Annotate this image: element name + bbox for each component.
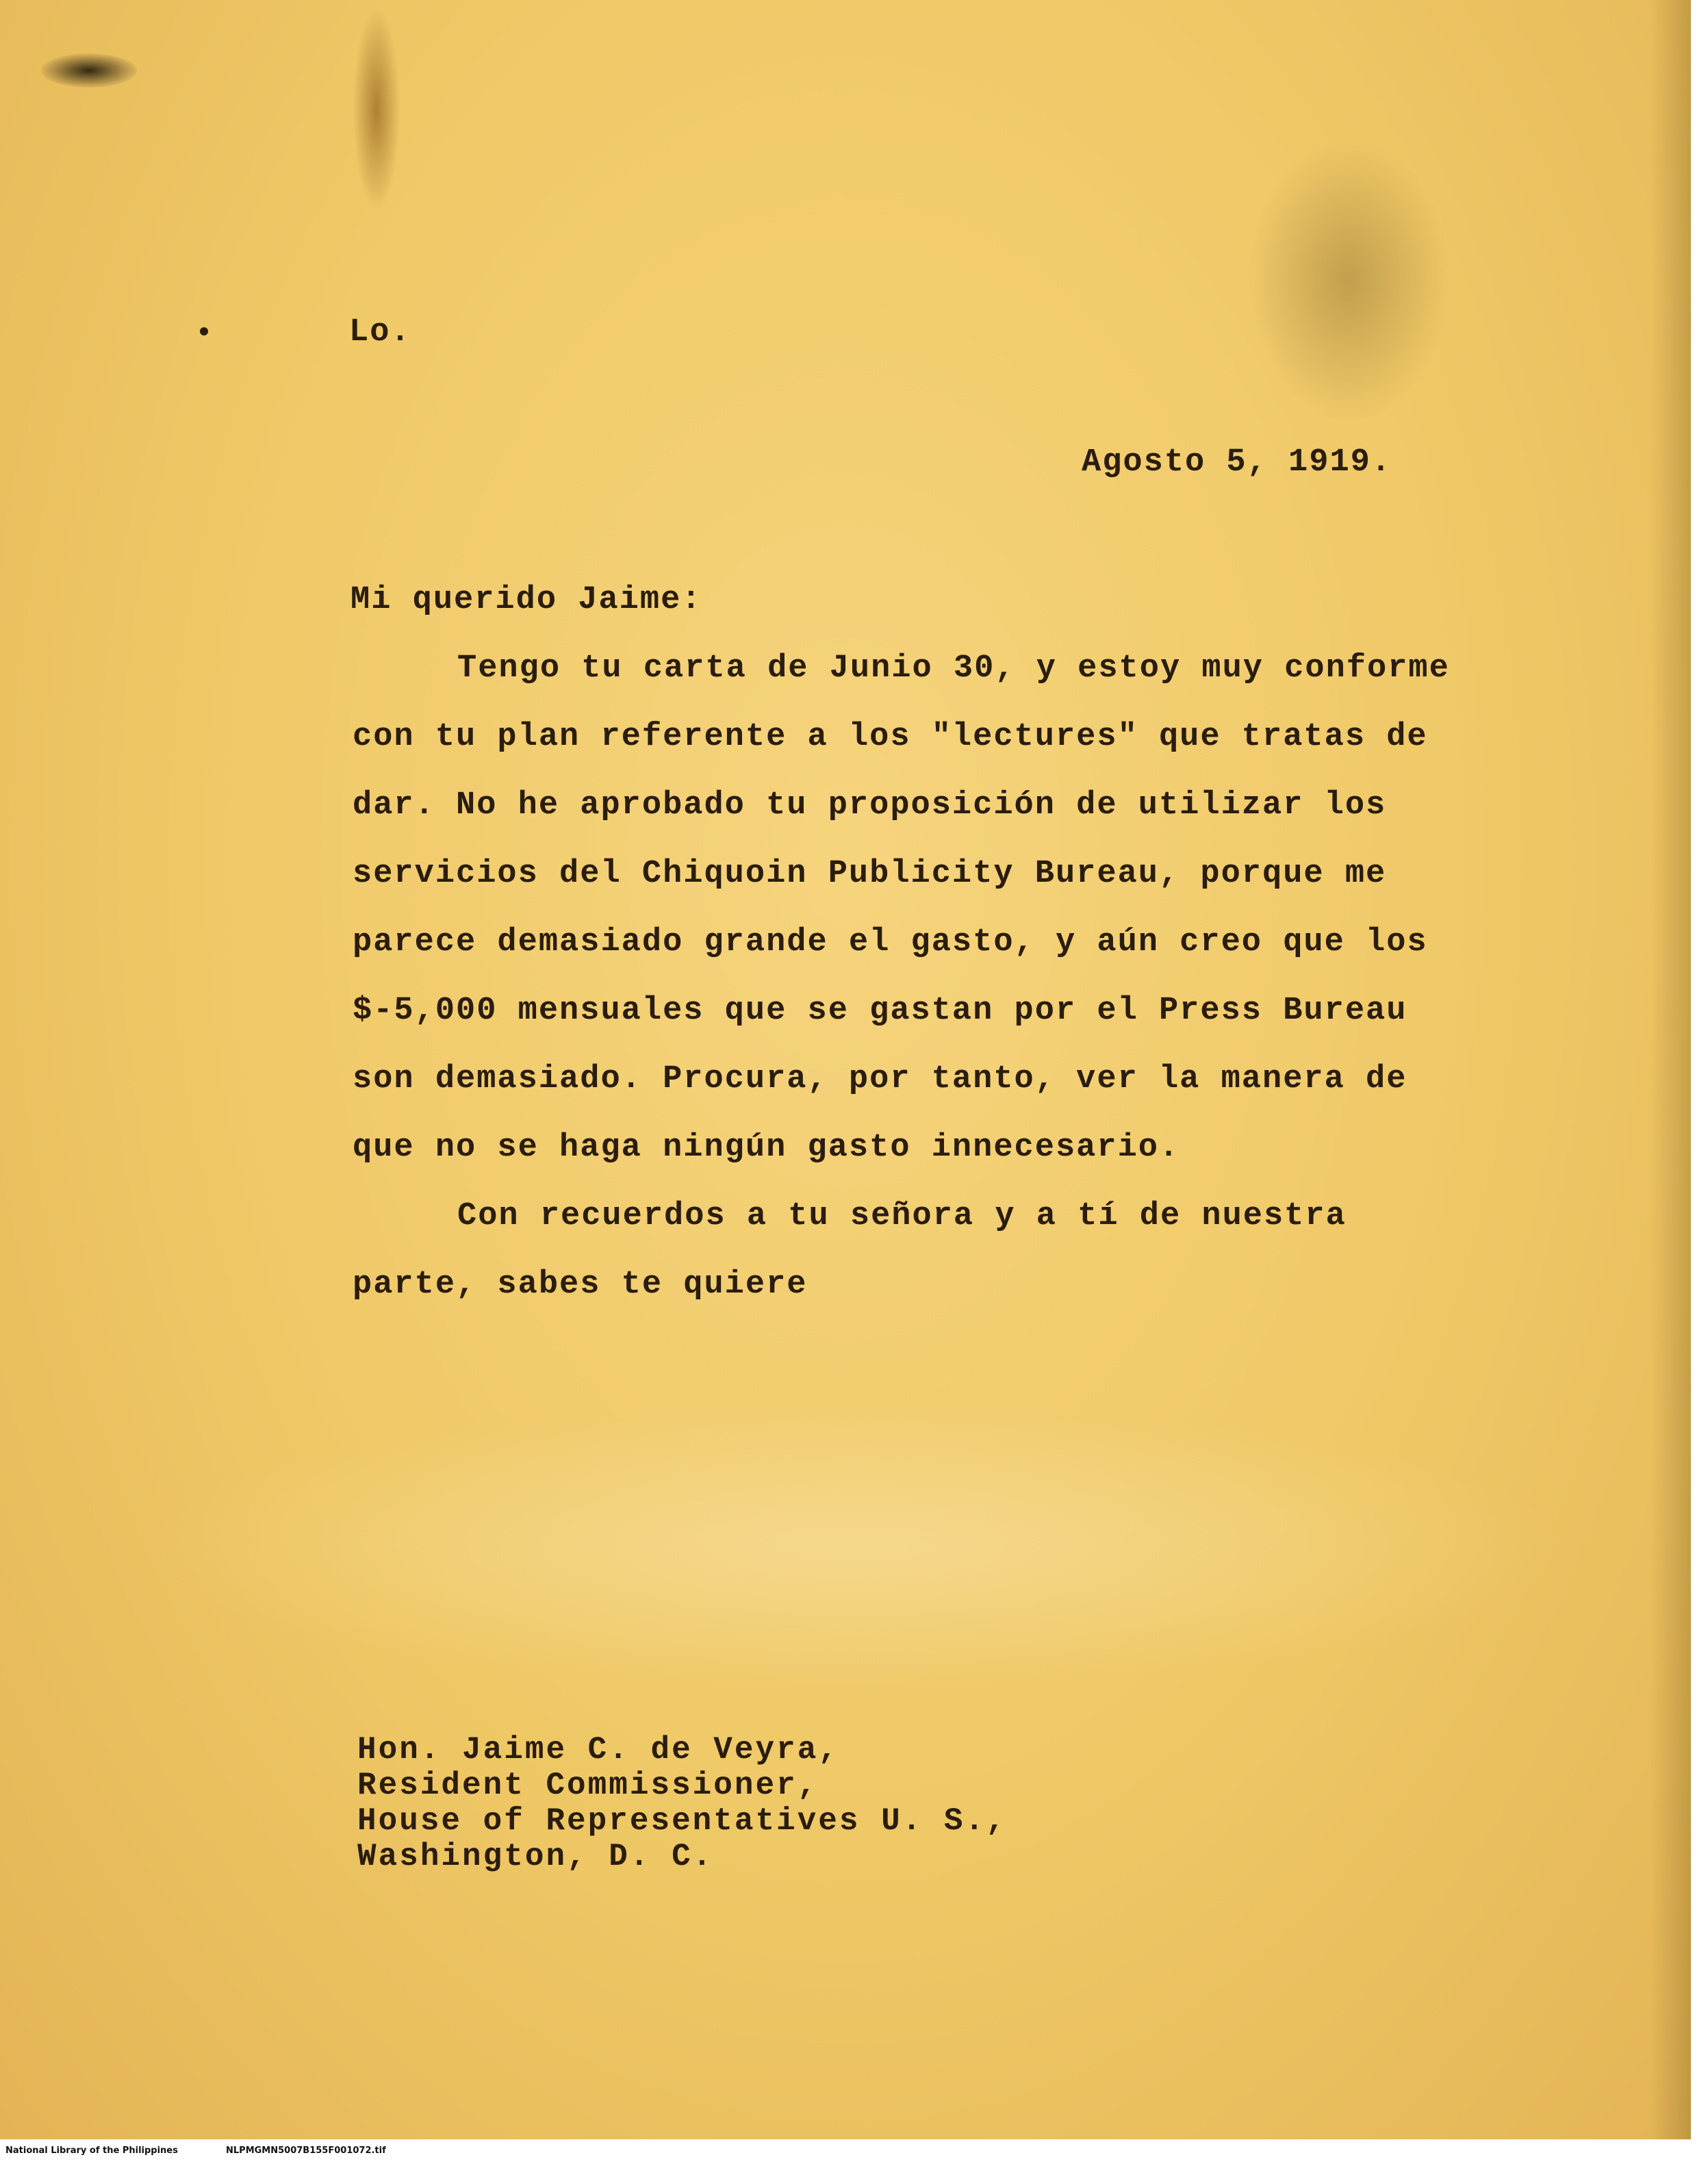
- body-line: dar. No he aprobado tu proposición de utilizar los: [353, 787, 1387, 824]
- fingerprint-smudge: [1246, 137, 1451, 424]
- footer-institution: National Library of the Philippines: [5, 2146, 178, 2156]
- paper-clip-rust-stain: [353, 7, 400, 212]
- body-line: son demasiado. Procura, por tanto, ver la manera de: [353, 1061, 1407, 1097]
- body-line: Con recuerdos a tu señora y a tí de nuestra: [457, 1198, 1347, 1234]
- address-line: Resident Commissioner,: [357, 1768, 819, 1803]
- address-line: House of Representatives U. S.,: [357, 1803, 1007, 1839]
- lower-discoloration: [137, 1403, 1575, 1691]
- body-line: parte, sabes te quiere: [353, 1266, 808, 1303]
- body-line: servicios del Chiquoin Publicity Bureau, porque me: [353, 856, 1387, 892]
- footer-file-id: NLPMGMN5007B155F001072.tif: [226, 2146, 386, 2156]
- address-line: Washington, D. C.: [357, 1839, 714, 1874]
- salutation: Mi querido Jaime:: [350, 582, 702, 618]
- page-edge-shadow: [1650, 0, 1691, 2139]
- scan-footer: [0, 2141, 1708, 2164]
- reference-initials: Lo.: [349, 314, 411, 351]
- edge-tear-mark: [41, 53, 137, 88]
- body-line: parece demasiado grande el gasto, y aún creo que los: [353, 924, 1428, 960]
- body-line: con tu plan referente a los "lectures" que tratas de: [353, 719, 1428, 755]
- address-line: Hon. Jaime C. de Veyra,: [357, 1732, 839, 1768]
- body-line: que no se haga ningún gasto innecesario.: [353, 1130, 1180, 1166]
- body-line: $-5,000 mensuales que se gastan por el Press Bureau: [353, 993, 1407, 1029]
- body-line: Tengo tu carta de Junio 30, y estoy muy conforme: [457, 650, 1450, 687]
- left-margin-dot: [200, 327, 208, 335]
- letter-date: Agosto 5, 1919.: [1082, 444, 1392, 481]
